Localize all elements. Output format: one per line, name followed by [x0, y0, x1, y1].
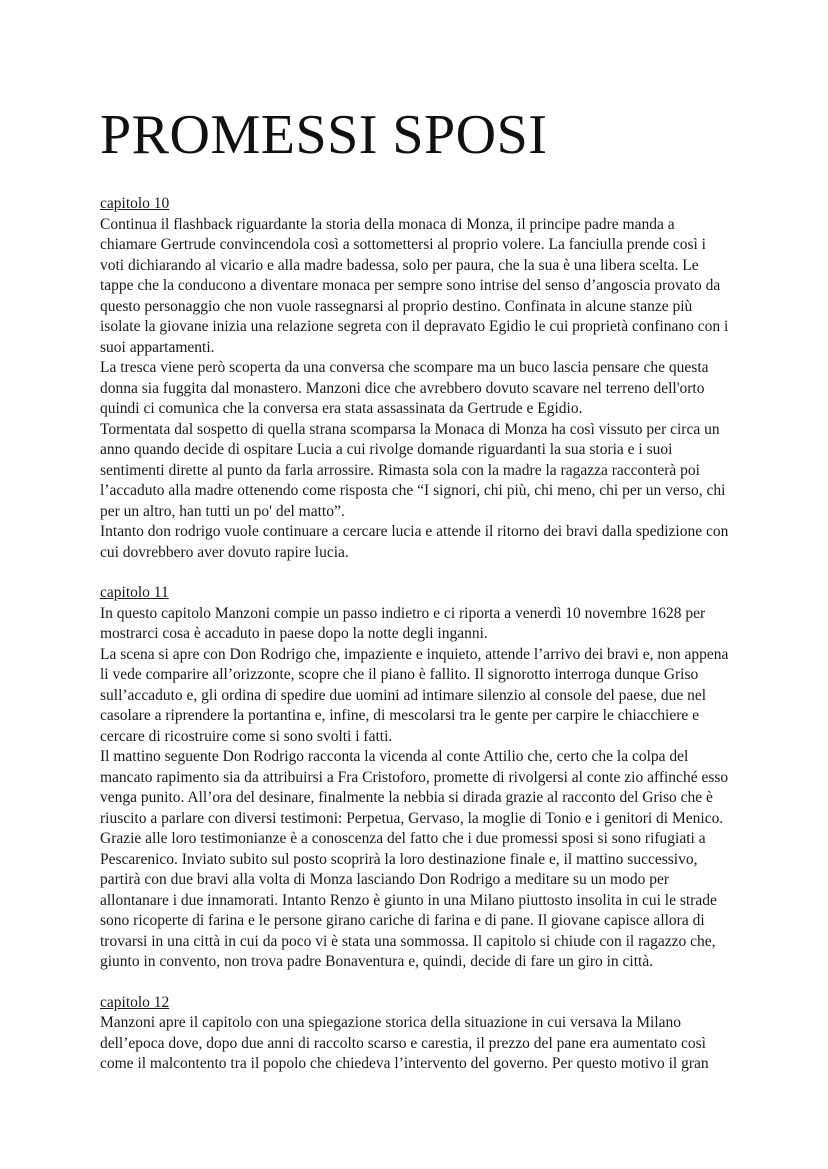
chapter-paragraph: In questo capitolo Manzoni compie un passo indietro e ci riporta a venerdì 10 novembre 1628 per mostrarci cosa è accaduto in paese dopo la notte degli inganni. — [100, 604, 706, 642]
document-page — [100, 100, 730, 1095]
chapter-10-section — [100, 194, 730, 563]
chapter-heading: capitolo 11 — [100, 584, 169, 601]
chapter-paragraph: Tormentata dal sospetto di quella strana scomparsa la Monaca di Monza ha così vissuto per circa un anno quando decide di ospitare Lucia a cui rivolge domande riguardanti la sua storia e i suoi sentimenti dirette al punto da farla arrossire. Rimasta sola con la madre la ragazza racconterà poi l’accaduto alla madre ottenendo come risposta che “I signori, chi più, chi meno, chi per un verso, chi per un altro, han tutti un po' del matto”. — [100, 420, 726, 520]
chapter-paragraph: Il mattino seguente Don Rodrigo racconta la vicenda al conte Attilio che, certo che la colpa del mancato rapimento sia da attribuirsi a Fra Cristoforo, promette di rivolgersi al conte zio affinché esso venga punito. All’ora del desinare, finalmente la nebbia si dirada grazie al racconto del Griso che è riuscito a parlare con diversi testimoni: Perpetua, Gervaso, la moglie di Tonio e i genitori di Menico. Grazie alle loro testimonianze è a conoscenza del fatto che i due promessi sposi si sono rifugiati a Pescarenico. Inviato subito sul posto scoprirà la loro destinazione finale e, il mattino successivo, partirà con due bravi alla volta di Monza lasciando Don Rodrigo a meditare su un modo per allontanare i due innamorati. Intanto Renzo è giunto in una Milano piuttosto insolita in cui le strade sono ricoperte di farina e le persone girano cariche di farina e di pane. Il giovane capisce allora di trovarsi in una città in cui da poco vi è stata una sommossa. Il capitolo si chiude con il ragazzo che, giunto in convento, non trova padre Bonaventura e, quindi, decide di fare un giro in città. — [100, 748, 729, 970]
chapter-12-section — [100, 993, 730, 1075]
document-title: PROMESSI SPOSI — [100, 104, 548, 166]
chapter-heading: capitolo 12 — [100, 993, 170, 1011]
chapter-paragraph: Continua il flashback riguardante la storia della monaca di Monza, il principe padre manda a chiamare Gertrude convincendola così a sottomettersi al proprio volere. La fanciulla prende così i voti dichiarando al vicario e alla madre badessa, solo per paura, che la sua è una libera scelta. Le tappe che la conducono a diventare monaca per sempre sono intrise del senso d’angoscia provato da questo personaggio che non vuole rassegnarsi al proprio destino. Confinata in alcune stanze più isolate la giovane inizia una relazione segreta con il depravato Egidio le cui proprietà confinano con i suoi appartamenti. — [100, 215, 729, 356]
chapter-paragraph: Manzoni apre il capitolo con una spiegazione storica della situazione in cui versava la Milano dell’epoca dove, dopo due anni di raccolto scarso e carestia, il prezzo del pane era aumentato così come il malcontento tra il popolo che chiedeva l’intervento del governo. Per questo motivo il gran — [100, 1014, 709, 1072]
chapter-paragraph: La tresca viene però scoperta da una conversa che scompare ma un buco lascia pensare che questa donna sia fuggita dal monastero. Manzoni dice che avrebbero dovuto scavare nel terreno dell'orto quindi ci comunica che la conversa era stata assassinata da Gertrude e Egidio. — [100, 359, 709, 417]
chapter-paragraph: Intanto don rodrigo vuole continuare a cercare lucia e attende il ritorno dei bravi dalla spedizione con cui dovrebbero aver dovuto rapire lucia. — [100, 523, 729, 561]
chapter-heading: capitolo 10 — [100, 195, 170, 212]
chapter-paragraph: La scena si apre con Don Rodrigo che, impaziente e inquieto, attende l’arrivo dei bravi e, non appena li vede comparire all’orizzonte, scopre che il piano è fallito. Il signorotto interroga dunque Griso sull’accaduto e, gli ordina di spedire due uomini ad intimare silenzio al console del paese, due nel casolare a riprendere la portantina e, infine, di mescolarsi tra le gente per carpire le chiacchiere e cercare di ricostruire come si sono svolti i fatti. — [100, 645, 729, 745]
chapter-11-section — [100, 583, 730, 973]
